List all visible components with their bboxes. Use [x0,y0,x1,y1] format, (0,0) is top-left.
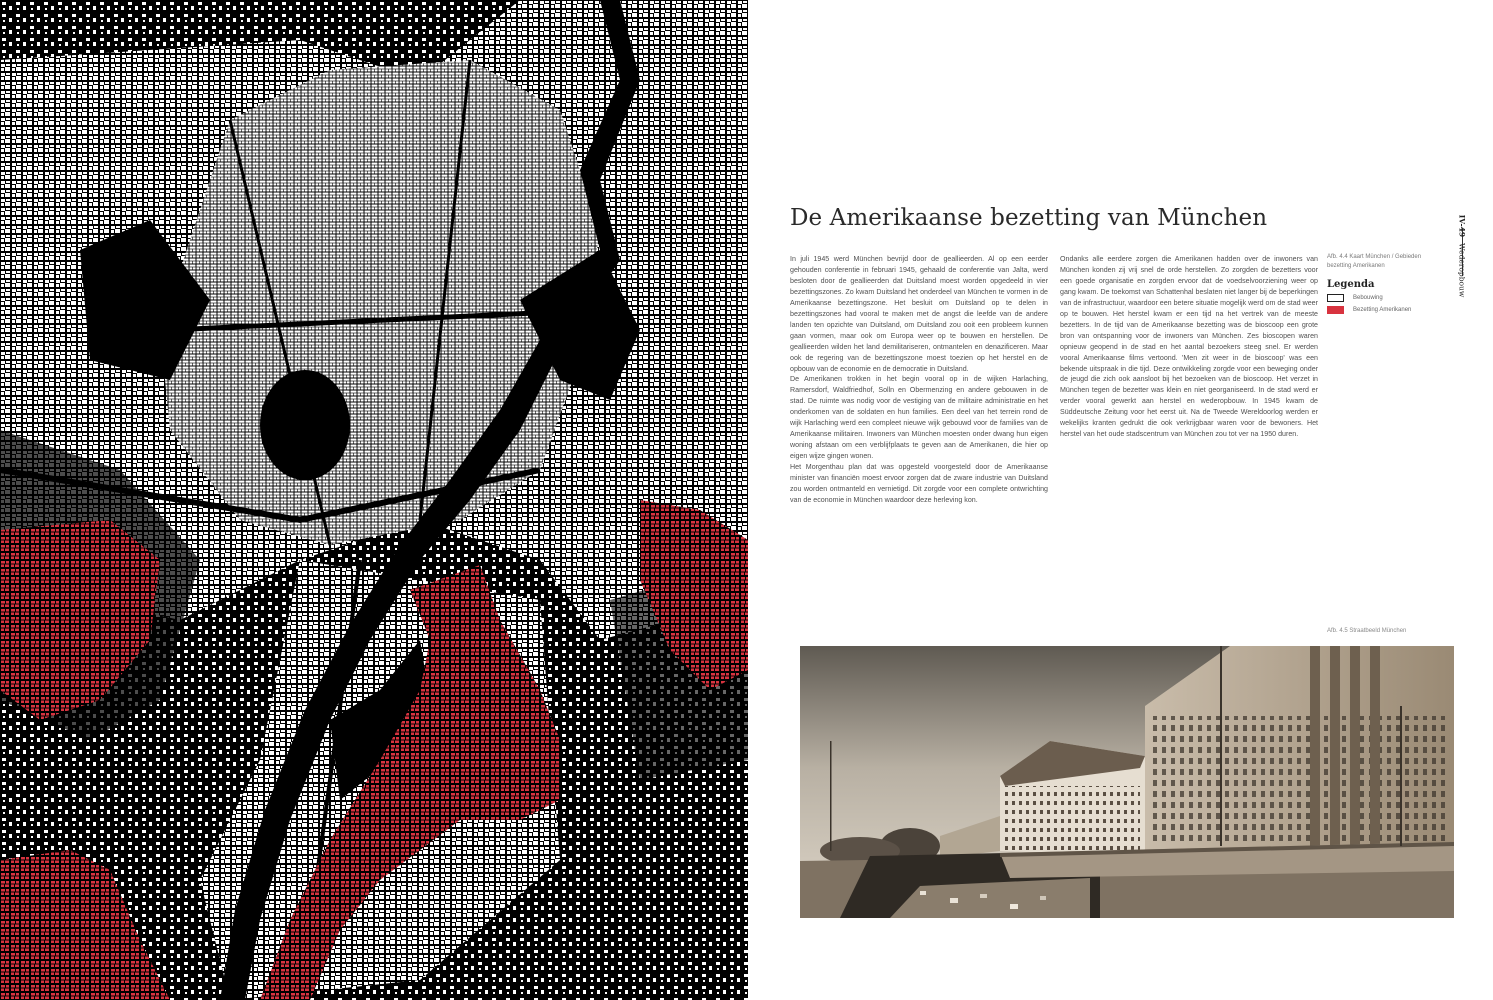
legend-item-buildings [1327,294,1437,302]
paragraph: In juli 1945 werd München bevrijd door de geallieerden. Al op een eerder gehouden conferentie in februari 1945, gehaald de conferentie van Jalta, werd besloten door de geallieerden dat Duitsland moest worden opgedeeld in vier bezettingszones. Zo kwam Duitsland het onderdeel van München te vormen in de Amerikaanse bezettingszone. Het besluit om Duitsland op te delen in bezettingszones had vooral te maken met de angst die leefde van de andere landen ten opzichte van Duitsland, om Duitsland zou ooit een probleem kunnen gaan vormen, maar ook om Europa weer op te bouwen en herstellen. De geallieerden wilden het land demilitariseren, ontmantelen en denazificeren. Maar ook de regering van de bezettingszone moest toezien op het herstel en de opbouw van de economie en de democratie in Duitsland. [790,255,1048,373]
text-column-left [790,254,1048,506]
street-photo-image [800,646,1454,918]
text-column-right [1060,254,1318,440]
running-head [1458,215,1467,298]
white-swatch-icon [1327,294,1344,302]
legend-item-occupation [1327,306,1437,314]
page-number: IV-49 [1457,214,1467,238]
legend-label: Bezetting Amerikanen [1353,307,1412,313]
section-name: Wederopbouw [1457,243,1467,298]
legend-title: Legenda [1327,279,1375,290]
paragraph: Ondanks alle eerdere zorgen die Amerikanen hadden over de inwoners van München konden zij vrij snel de orde herstellen. Zo zorgden de bezetters voor een goede organisatie en zorgden ervoor dat de voedselvoorziening weer op gang kwam. De toekomst van Schattenhal beslaten niet langer bij de beperkingen van de infrastructuur, waardoor een betere situatie mogelijk werd om de stad weer op te bouwen. Het herstel kwam er een tijd na het vertrek van de meeste bezetters. In de tijd van de Amerikaanse bezetting was de bioscoop een grote bron van ontspanning voor de inwoners van München. Zes bioscopen waren opnieuw geopend in de stad en het aantal bezoekers steeg snel. Er werden vooral Amerikaanse films vertoond. 'Men zit weer in de bioscoop' was een bekende uitspraak in die tijd. Deze ontwikkeling zorgde voor een beweging onder de jeugd die zich ook aansloot bij het bezoeken van de bioscoop. Het verzet in München tegen de bezetter was klein en niet georganiseerd. In de stad werd er verder vooral gewerkt aan herstel en wederopbouw. In 1945 kwam de Süddeutsche Zeitung voor het eerst uit. Na de Tweede Wereldoorlog werden er wekelijks kranten gedrukt die ook verkrijgbaar waren voor de bewoners. Het herstel van het oude stadscentrum van München zou tot ver na 1950 duren. [1060,255,1318,439]
map-sidebar [1327,253,1437,318]
photo-caption: Afb. 4.5 Straatbeeld München [1327,628,1407,634]
paragraph: De Amerikanen trokken in het begin vooral op in de wijken Harlaching, Ramersdorf, Waldfriedhof, Solln en Obermenzing en andere gebouwen in de stad. De ruimte was nodig voor de vestiging van de militaire administratie en het onderkomen van de soldaten en hun families. Een deel van het terrein rond de wijk Harlaching werd een compleet nieuwe wijk gebouwd voor de families van de Amerikaanse militairen. Inwoners van München moesten onder dwang hun eigen woning afstaan om een verblijfplaats te geven aan de Amerikanen, die hier op eigen wijze gingen wonen. [790,375,1048,461]
red-swatch-icon [1327,306,1344,314]
paragraph: Het Morgenthau plan dat was opgesteld voorgesteld door de Amerikaanse minister van financiën moest ervoor zorgen dat de zware industrie van Duitsland zou worden ontmanteld en vernietigd. Dit zorgde voor een complete ontwrichting van de economie in München waardoor deze herleving kon. [790,463,1048,504]
map-caption: Afb. 4.4 Kaart München / Gebieden bezetting Amerikanen [1327,254,1422,269]
article-title: De Amerikaanse bezetting van München [790,205,1268,231]
legend-label: Bebouwing [1353,295,1383,301]
street-photo [800,646,1454,918]
